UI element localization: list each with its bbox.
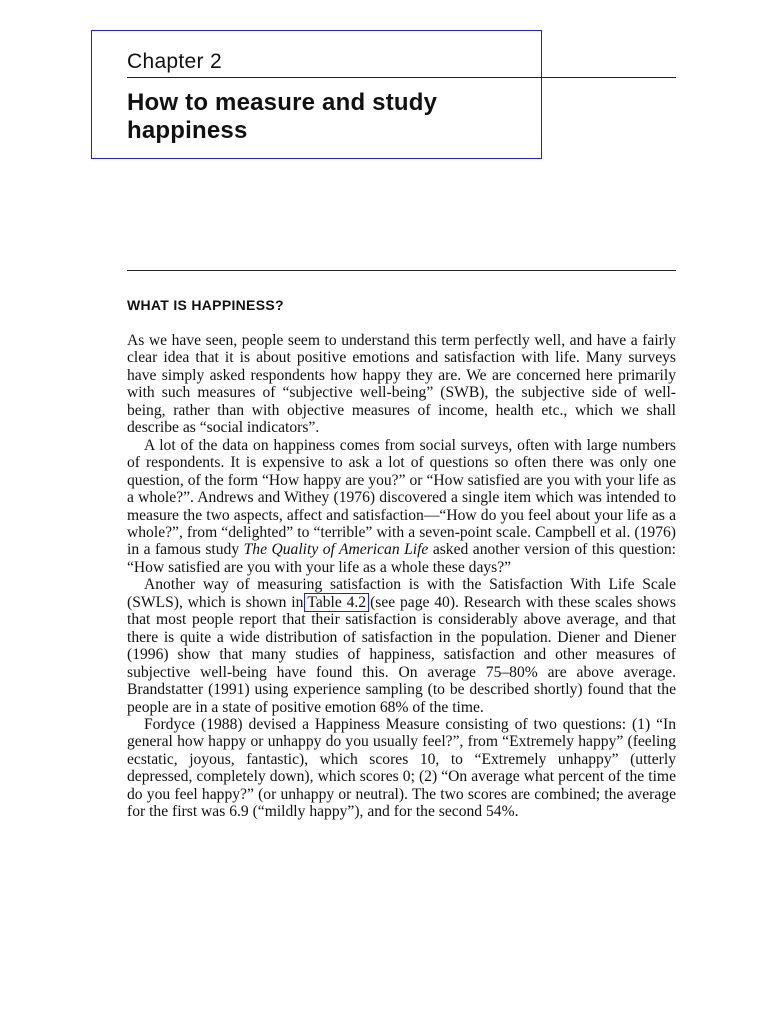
- chapter-divider: [127, 77, 676, 78]
- chapter-title: How to measure and study happiness: [127, 89, 438, 144]
- section-heading: WHAT IS HAPPINESS?: [127, 297, 284, 313]
- section-divider: [127, 270, 676, 271]
- paragraph-4: Fordyce (1988) devised a Happiness Measure consisting of two questions: (1) “In general how happy or unhappy do you usually feel?”, from “Extremely happy” (feeling ecstatic, joyous, fantastic), which scores 10, to “Extremely unhappy” (utterly depressed, completely down), which scores 0; (2) “On average what percent of the time do you feel happy?” (or unhappy or neutral). The two scores are combined; the average for the first was 6.9 (“mildly happy”), and for the second 54%.: [127, 715, 676, 821]
- table-reference-link[interactable]: Table 4.2: [304, 593, 369, 612]
- body-text: [127, 332, 676, 821]
- paragraph-3: [127, 576, 676, 716]
- paragraph-1: As we have seen, people seem to understand this term perfectly well, and have a fairly clear idea that it is about positive emotions and satisfaction with life. Many surveys have simply asked respondents how happy they are. We are concerned here primarily with such measures of “subjective well-being” (SWB), the subjective side of well-being, rather than with objective measures of income, health etc., which we shall describe as “social indicators”.: [127, 332, 676, 437]
- paragraph-2: [127, 437, 676, 577]
- chapter-label: Chapter 2: [127, 50, 222, 73]
- paragraph-2-text-b: asked another version of this question: “How satisfied are you with your life as a whole these days?”: [127, 541, 676, 576]
- paragraph-3-text-b: (see page 40). Research with these scales shows that most people report that their satisfaction is considerably above average, and that there is quite a wide distribution of satisfaction in the population. Diener and Diener (1996) show that many studies of happiness, satisfaction and other measures of subjective well-being have found this. On average 75–80% are above average. Brandstatter (1991) using experience sampling (to be described shortly) found that the people are in a state of positive emotion 68% of the time.: [127, 593, 676, 716]
- paragraph-3-text-a: Another way of measuring satisfaction is with the Satisfaction With Life Scale (SWLS), which is shown in: [127, 576, 676, 611]
- book-title: The Quality of American Life: [243, 541, 429, 559]
- paragraph-2-text-a: A lot of the data on happiness comes from social surveys, often with large numbers of respondents. It is expensive to ask a lot of questions so often there was only one question, of the form “How happy are you?” or “How satisfied are you with your life as a whole?”. Andrews and Withey (1976) discovered a single item which was intended to measure the two aspects, affect and satisfaction—“How do you feel about your life as a whole?”, from “delighted” to “terrible” with a seven-point scale. Campbell et al. (1976) in a famous study: [127, 436, 676, 559]
